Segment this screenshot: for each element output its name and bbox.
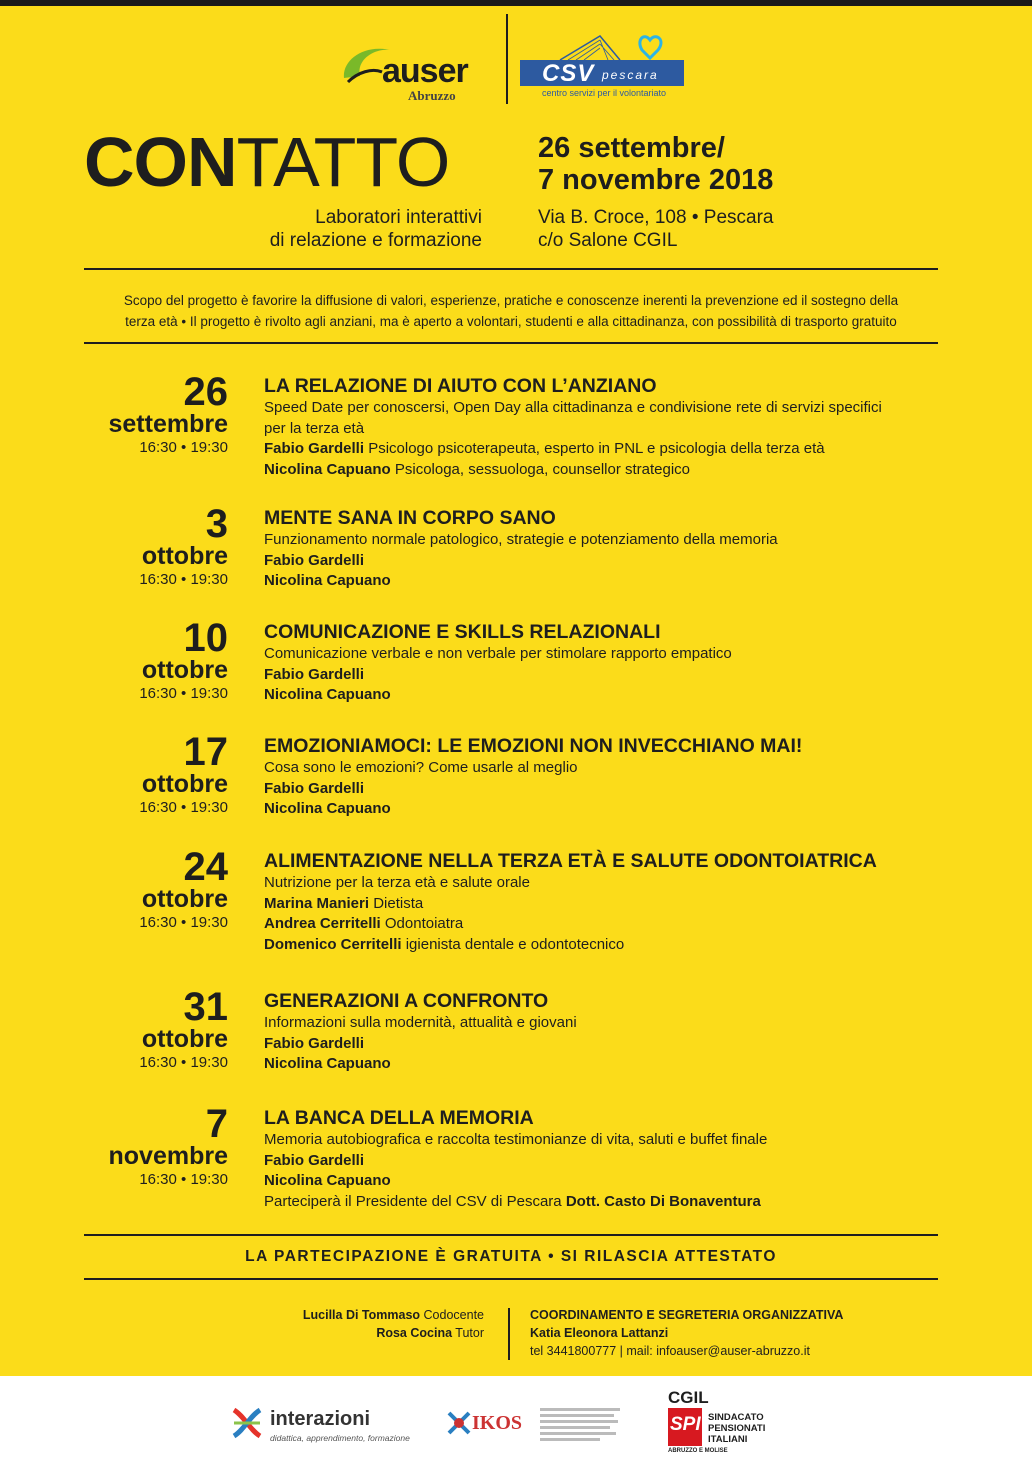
project-intro xyxy=(84,290,938,332)
speaker-line xyxy=(264,799,964,820)
guest-line xyxy=(264,1192,964,1213)
sponsor-footer xyxy=(0,1376,1032,1466)
speaker-name: Nicolina Capuano xyxy=(264,1172,391,1189)
guest-text: Parteciperà il Presidente del CSV di Pescara xyxy=(264,1192,562,1210)
csv-tagline: centro servizi per il volontariato xyxy=(542,88,667,98)
session-title: EMOZIONIAMOCI: LE EMOZIONI NON INVECCHIANO MAI! xyxy=(264,735,803,757)
session-time: 16:30 • 19:30 xyxy=(139,914,228,931)
speaker-line xyxy=(264,460,904,481)
session-time: 16:30 • 19:30 xyxy=(139,571,228,588)
org-person: Katia Eleonora Lattanzi xyxy=(530,1326,669,1340)
session-body xyxy=(264,734,964,820)
spi-description xyxy=(708,1412,765,1445)
ikos-wordmark: IKOS xyxy=(472,1412,523,1434)
subtitle-line-1: Laboratori interattivi xyxy=(315,207,482,228)
session-desc: Comunicazione verbale e non verbale per stimolare rapporto empatico xyxy=(264,645,732,662)
session-month: novembre xyxy=(108,1142,228,1170)
staff-name: Lucilla Di Tommaso xyxy=(302,1308,421,1322)
session-title: MENTE SANA IN CORPO SANO xyxy=(264,507,556,529)
address-line-2: c/o Salone CGIL xyxy=(538,230,678,251)
session-date xyxy=(60,730,228,818)
speaker-line xyxy=(264,1054,964,1075)
title-light: TATTO xyxy=(236,123,450,201)
speaker-line xyxy=(264,1171,964,1192)
divider-gratis-bottom xyxy=(84,1278,938,1280)
staff-name: Rosa Cocina xyxy=(376,1326,453,1340)
credits-staff xyxy=(230,1306,484,1342)
speaker-name: Fabio Gardelli xyxy=(264,1151,365,1169)
speaker-line xyxy=(264,894,1004,915)
speaker-name: Fabio Gardelli xyxy=(264,665,365,683)
session-date xyxy=(60,845,228,933)
logo-divider xyxy=(506,14,508,104)
session-title: LA RELAZIONE DI AIUTO CON L’ANZIANO xyxy=(264,375,657,397)
intro-line-1: Scopo del progetto è favorire la diffusione di valori, esperienze, pratiche e conoscenze inerenti la prevenzione ed il sostegno della xyxy=(123,293,899,308)
session-day: 10 xyxy=(183,616,228,660)
event-title xyxy=(84,122,449,202)
credits-divider xyxy=(508,1308,510,1360)
session-body xyxy=(264,989,964,1075)
intro-line-2: terza età • Il progetto è rivolto agli anziani, ma è aperto a volontari, studenti e alla cittadinanza, con possibilità di trasporto gratuito xyxy=(125,314,897,329)
speaker-name: Domenico Cerritelli xyxy=(264,935,402,953)
session-month: ottobre xyxy=(141,542,228,570)
ikos-logo xyxy=(446,1404,626,1454)
session-body xyxy=(264,374,904,480)
session-day: 7 xyxy=(205,1102,228,1146)
spi-line-1: SINDACATO xyxy=(708,1412,764,1423)
speaker-line xyxy=(264,571,964,592)
staff-role: Tutor xyxy=(455,1326,484,1340)
speaker-name: Fabio Gardelli xyxy=(264,1034,365,1052)
speaker-line xyxy=(264,1151,964,1172)
spi-line-2: PENSIONATI xyxy=(708,1423,766,1434)
session-body xyxy=(264,506,964,592)
session-date xyxy=(60,502,228,590)
speaker-role: Dietista xyxy=(373,894,424,912)
session-desc: Nutrizione per la terza età e salute orale xyxy=(264,874,530,891)
speaker-name: Nicolina Capuano xyxy=(264,572,391,589)
interazioni-wordmark: interazioni xyxy=(270,1408,371,1430)
staff-line xyxy=(230,1306,484,1324)
session-month: settembre xyxy=(108,410,228,438)
session-desc: Informazioni sulla modernità, attualità e giovani xyxy=(264,1014,577,1031)
session-body xyxy=(264,1106,964,1212)
csv-logo xyxy=(520,30,690,100)
session-date xyxy=(60,1102,228,1190)
speaker-name: Fabio Gardelli xyxy=(264,779,365,797)
auser-region: Abruzzo xyxy=(408,88,456,103)
session-time: 16:30 • 19:30 xyxy=(139,685,228,702)
interazioni-tagline: didattica, apprendimento, formazione xyxy=(270,1433,410,1443)
csv-bridge-icon xyxy=(540,30,690,62)
divider-gratis-top xyxy=(84,1234,938,1236)
event-address xyxy=(538,206,773,252)
csv-wordmark: CSV xyxy=(542,60,595,87)
speaker-role: Psicologa, sessuologa, counsellor strategico xyxy=(394,460,691,478)
interazioni-logo xyxy=(230,1406,410,1450)
session-title: ALIMENTAZIONE NELLA TERZA ETÀ E SALUTE ODONTOIATRICA xyxy=(264,850,877,872)
staff-role: Codocente xyxy=(423,1308,484,1322)
participation-note: LA PARTECIPAZIONE È GRATUITA • SI RILASCIA ATTESTATO xyxy=(245,1248,777,1265)
speaker-line xyxy=(264,914,1004,935)
cgil-spi-logo xyxy=(666,1388,806,1460)
session-month: ottobre xyxy=(141,1025,228,1053)
session-desc: Speed Date per conoscersi, Open Day alla cittadinanza e condivisione rete di servizi specifici per la terza età xyxy=(264,399,882,437)
csv-city: pescara xyxy=(602,68,659,82)
session-title: GENERAZIONI A CONFRONTO xyxy=(264,990,549,1012)
auser-logo xyxy=(338,34,488,106)
event-dates xyxy=(538,132,773,196)
session-day: 24 xyxy=(183,845,228,889)
speaker-name: Nicolina Capuano xyxy=(264,1055,391,1072)
spi-region: ABRUZZO E MOLISE xyxy=(668,1448,728,1454)
speaker-name: Nicolina Capuano xyxy=(264,686,391,703)
ikos-emblem-icon xyxy=(446,1410,472,1436)
session-title: COMUNICAZIONE E SKILLS RELAZIONALI xyxy=(264,621,661,643)
session-desc: Memoria autobiografica e raccolta testimonianze di vita, saluti e buffet finale xyxy=(264,1131,768,1148)
poster xyxy=(0,6,1032,1376)
session-desc: Funzionamento normale patologico, strategie e potenziamento della memoria xyxy=(264,531,778,548)
address-line-1: Via B. Croce, 108 • Pescara xyxy=(538,207,774,228)
credits-organization xyxy=(530,1306,890,1360)
speaker-line xyxy=(264,935,1004,956)
session-month: ottobre xyxy=(141,656,228,684)
speaker-name: Fabio Gardelli xyxy=(264,551,365,569)
session-month: ottobre xyxy=(141,770,228,798)
org-contact[interactable]: tel 3441800777 | mail: infoauser@auser-abruzzo.it xyxy=(530,1344,810,1358)
speaker-line xyxy=(264,1034,964,1055)
spi-wordmark: SPI xyxy=(670,1414,701,1435)
subtitle-line-2: di relazione e formazione xyxy=(269,230,482,251)
title-bold: CON xyxy=(84,123,237,201)
divider-intro xyxy=(84,342,938,344)
event-subtitle xyxy=(200,206,482,252)
speaker-line xyxy=(264,685,964,706)
cgil-wordmark: CGIL xyxy=(668,1388,709,1407)
spi-line-3: ITALIANI xyxy=(708,1434,748,1445)
session-body xyxy=(264,849,1004,955)
dates-line-1: 26 settembre/ xyxy=(538,132,725,164)
interazioni-x-icon xyxy=(230,1406,264,1440)
guest-name: Dott. Casto Di Bonaventura xyxy=(565,1192,761,1210)
speaker-line xyxy=(264,665,964,686)
session-date xyxy=(60,985,228,1073)
speaker-name: Fabio Gardelli xyxy=(264,440,365,457)
speaker-name: Marina Manieri xyxy=(264,894,370,912)
speaker-role: Psicologo psicoterapeuta, esperto in PNL e psicologia della terza età xyxy=(368,440,825,457)
session-time: 16:30 • 19:30 xyxy=(139,439,228,456)
session-day: 26 xyxy=(183,370,228,414)
session-day: 31 xyxy=(183,985,228,1029)
ikos-fine-print xyxy=(540,1408,620,1444)
session-time: 16:30 • 19:30 xyxy=(139,799,228,816)
session-date xyxy=(60,370,228,458)
speaker-name: Nicolina Capuano xyxy=(264,460,391,478)
auser-wordmark: auser xyxy=(382,52,468,90)
session-day: 3 xyxy=(205,502,228,546)
session-title: LA BANCA DELLA MEMORIA xyxy=(264,1107,534,1129)
speaker-line xyxy=(264,779,964,800)
dates-line-2: 7 novembre 2018 xyxy=(538,164,774,196)
speaker-name: Andrea Cerritelli xyxy=(264,915,381,932)
divider-top xyxy=(84,268,938,270)
org-title: COORDINAMENTO E SEGRETERIA ORGANIZZATIVA xyxy=(530,1308,844,1322)
speaker-role: Odontoiatra xyxy=(384,915,464,932)
session-date xyxy=(60,616,228,704)
speaker-line xyxy=(264,551,964,572)
session-time: 16:30 • 19:30 xyxy=(139,1171,228,1188)
session-month: ottobre xyxy=(141,885,228,913)
speaker-name: Nicolina Capuano xyxy=(264,800,391,817)
session-desc: Cosa sono le emozioni? Come usarle al meglio xyxy=(264,759,578,776)
session-day: 17 xyxy=(183,730,228,774)
session-time: 16:30 • 19:30 xyxy=(139,1054,228,1071)
staff-line xyxy=(230,1324,484,1342)
speaker-role: igienista dentale e odontotecnico xyxy=(405,935,625,953)
speaker-line xyxy=(264,439,904,460)
session-body xyxy=(264,620,964,706)
